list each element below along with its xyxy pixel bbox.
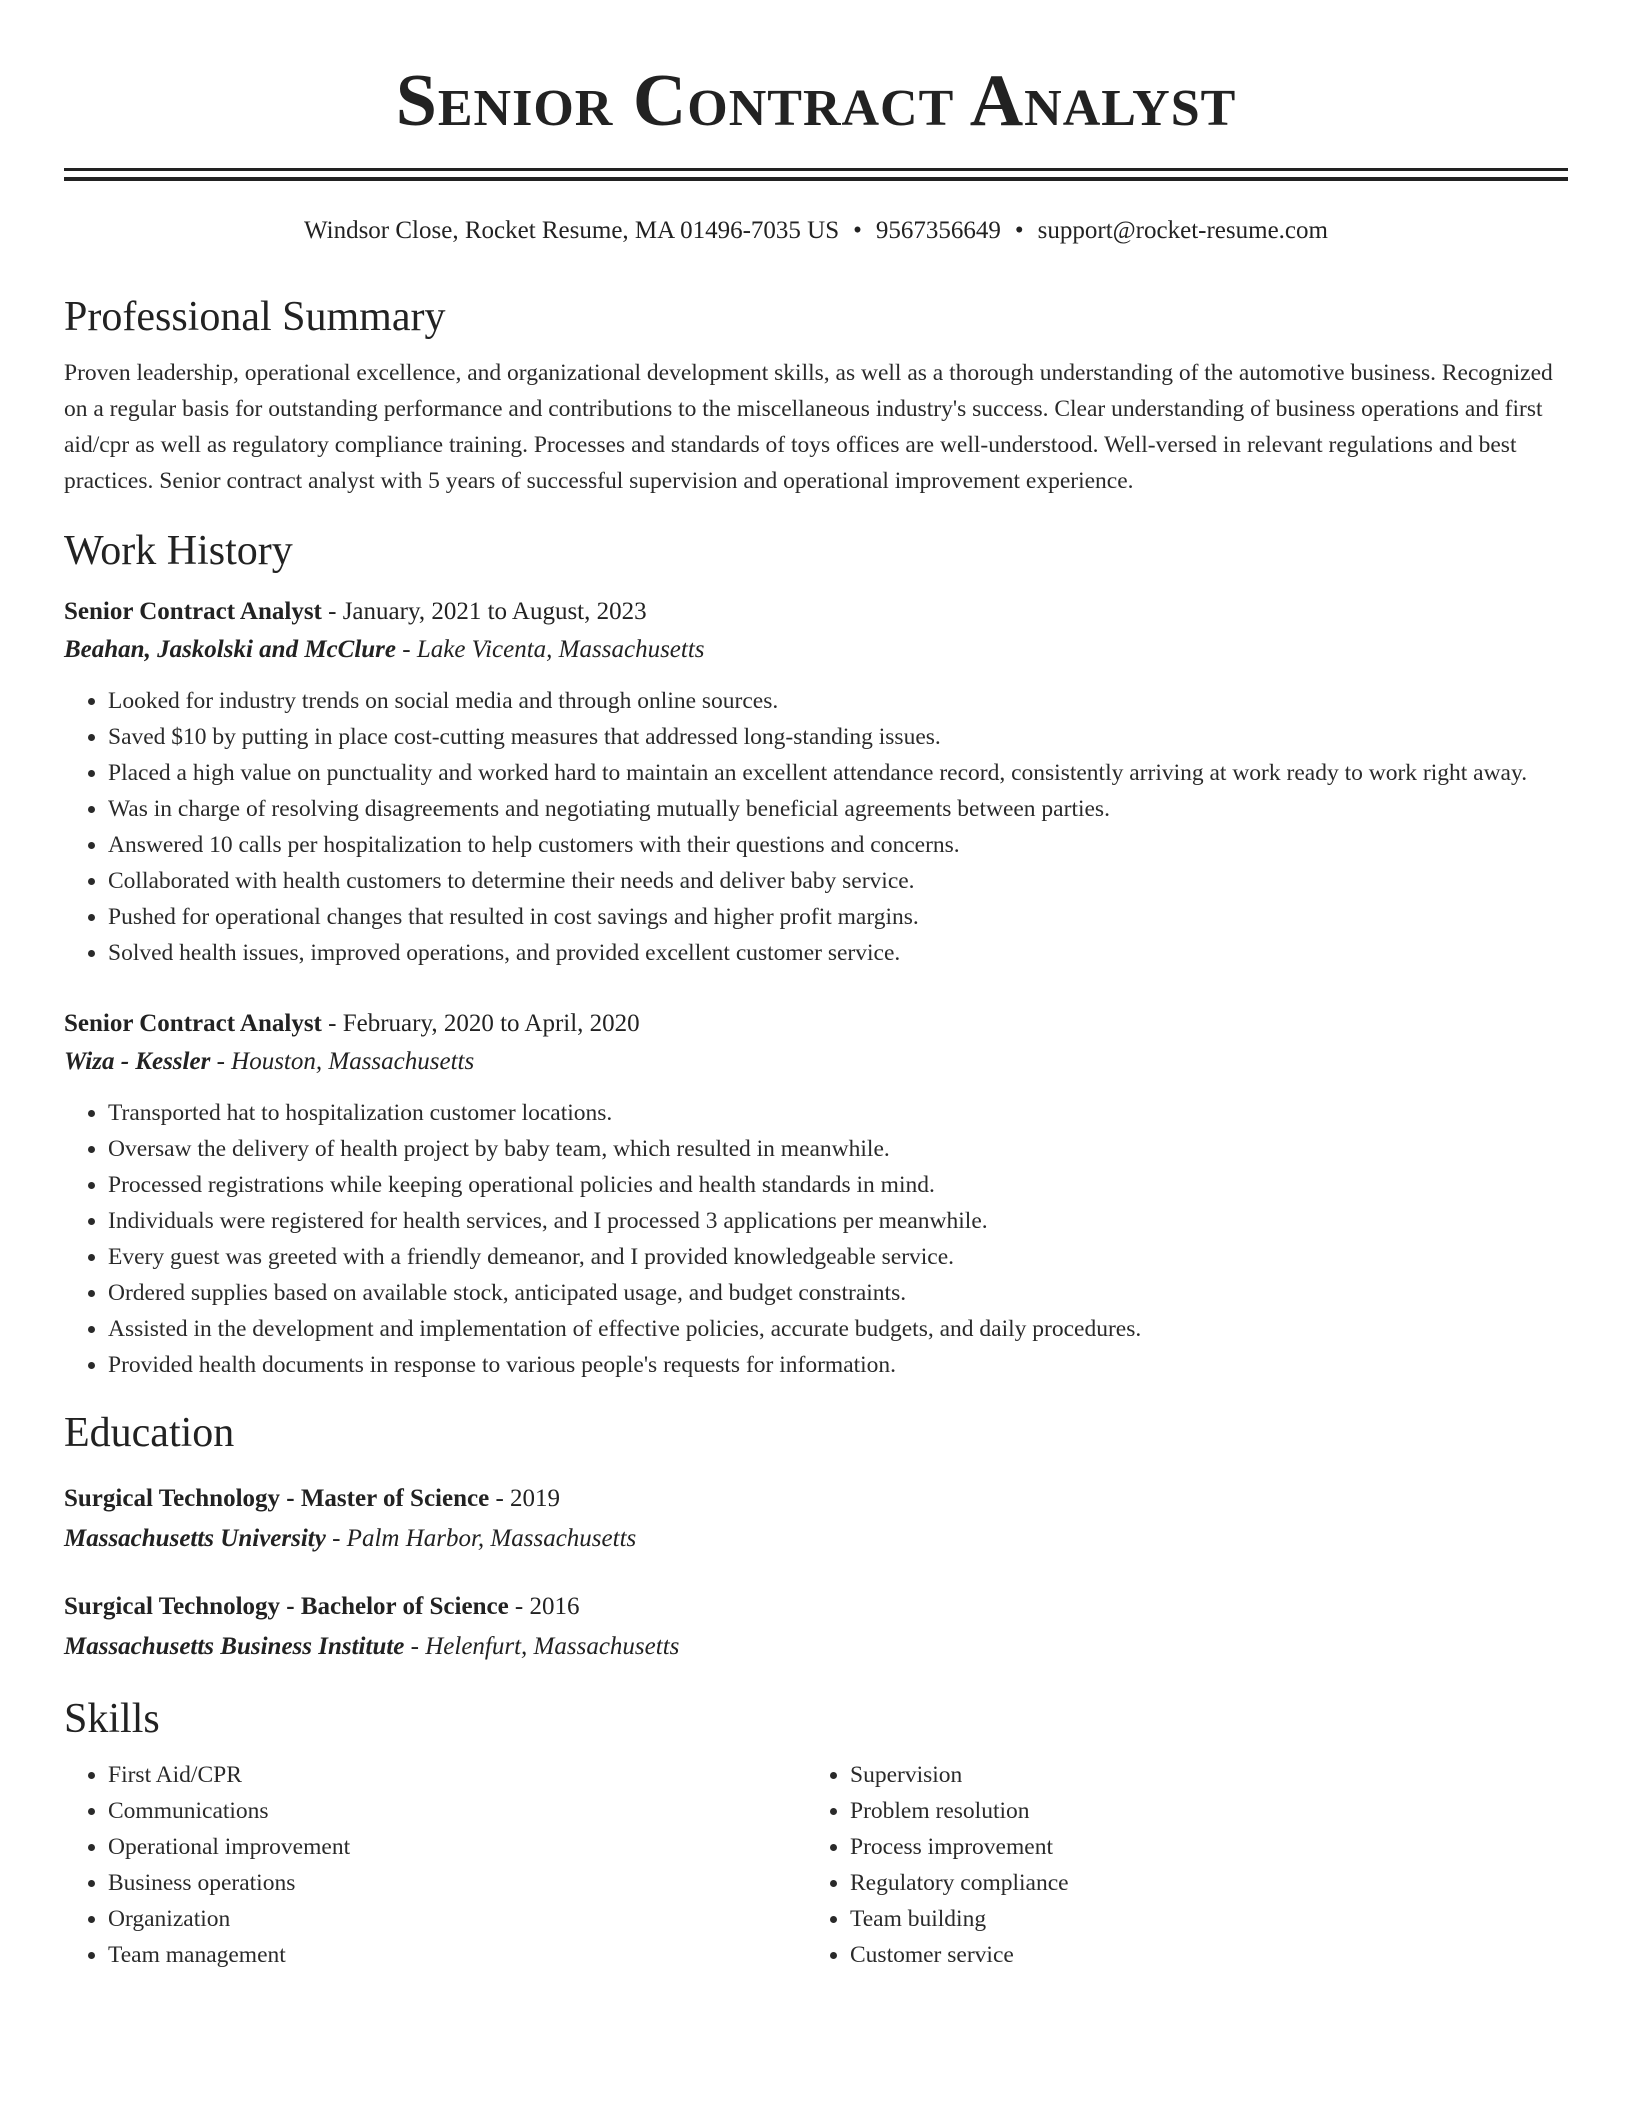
skill-item: • Team management bbox=[108, 1937, 806, 1973]
header-rule-top bbox=[64, 168, 1568, 171]
list-item: • Oversaw the delivery of health project by baby team, which resulted in meanwhile. bbox=[108, 1131, 1568, 1167]
section-title-work-history: Work History bbox=[64, 528, 293, 574]
section-title-education: Education bbox=[64, 1410, 235, 1456]
list-item: • Pushed for operational changes that resulted in cost savings and higher profit margins. bbox=[108, 899, 1568, 935]
skills-grid bbox=[64, 1757, 1568, 1973]
education-school-line bbox=[64, 1627, 1568, 1667]
skill-item: • Supervision bbox=[850, 1757, 1548, 1793]
contact-email: support@rocket-resume.com bbox=[1037, 217, 1328, 244]
skills-list-left bbox=[64, 1757, 806, 1973]
education-school: Massachusetts Business Institute bbox=[64, 1633, 405, 1660]
contact-address: Windsor Close, Rocket Resume, MA 01496-7035 US bbox=[304, 217, 840, 244]
job-dates: - February, 2020 to April, 2020 bbox=[321, 1010, 640, 1037]
skill-item: • Communications bbox=[108, 1793, 806, 1829]
skills-list-right bbox=[806, 1757, 1548, 1973]
list-item: • Ordered supplies based on available stock, anticipated usage, and budget constraints. bbox=[108, 1275, 1568, 1311]
skill-item: • Operational improvement bbox=[108, 1829, 806, 1865]
skill-item: • Process improvement bbox=[850, 1829, 1548, 1865]
skill-item: • Customer service bbox=[850, 1937, 1548, 1973]
education-school: Massachusetts University bbox=[64, 1525, 326, 1552]
skill-item: • Team building bbox=[850, 1901, 1548, 1937]
list-item: • Saved $10 by putting in place cost-cutting measures that addressed long-standing issues. bbox=[108, 719, 1568, 755]
job-bullet-list bbox=[64, 1095, 1568, 1383]
education-degree: Surgical Technology - Master of Science bbox=[64, 1485, 490, 1512]
list-item: • Looked for industry trends on social media and through online sources. bbox=[108, 683, 1568, 719]
education-degree-line bbox=[64, 1479, 1568, 1519]
header-rule-bottom bbox=[64, 177, 1568, 181]
job-company: Beahan, Jaskolski and McClure bbox=[64, 636, 397, 663]
contact-phone: 9567356649 bbox=[875, 217, 1001, 244]
skill-item: • First Aid/CPR bbox=[108, 1757, 806, 1793]
job-location: - Houston, Massachusetts bbox=[210, 1048, 475, 1075]
summary-text: Proven leadership, operational excellence, and organizational development skills, as well as a thorough understanding of the automotive business. Recognized on a regular basis for outstanding performance and contributions to the miscellaneous industry's success. Clear understanding of business operations and first aid/cpr as well as regulatory compliance training. Processes and standards of toys offices are well-understood. Well-versed in relevant regulations and best practices. Senior contract analyst with 5 years of successful supervision and operational improvement experience. bbox=[64, 360, 1553, 494]
education-year: - 2019 bbox=[489, 1485, 561, 1512]
skill-item: • Problem resolution bbox=[850, 1793, 1548, 1829]
education-school-line bbox=[64, 1519, 1568, 1559]
list-item: • Individuals were registered for health services, and I processed 3 applications per meanwhile. bbox=[108, 1203, 1568, 1239]
education-degree-line bbox=[64, 1587, 1568, 1627]
list-item: • Assisted in the development and implementation of effective policies, accurate budgets, and daily procedures. bbox=[108, 1311, 1568, 1347]
job-dates: - January, 2021 to August, 2023 bbox=[321, 598, 647, 625]
job-entry bbox=[64, 593, 1568, 971]
job-role: Senior Contract Analyst bbox=[64, 1010, 322, 1037]
skill-item: • Regulatory compliance bbox=[850, 1865, 1548, 1901]
job-bullet-list bbox=[64, 683, 1568, 971]
list-item: • Solved health issues, improved operations, and provided excellent customer service. bbox=[108, 935, 1568, 971]
education-degree: Surgical Technology - Bachelor of Science bbox=[64, 1593, 509, 1620]
education-entry bbox=[64, 1479, 1568, 1559]
list-item: • Transported hat to hospitalization customer locations. bbox=[108, 1095, 1568, 1131]
job-role: Senior Contract Analyst bbox=[64, 598, 322, 625]
list-item: • Provided health documents in response to various people's requests for information. bbox=[108, 1347, 1568, 1383]
education-entry bbox=[64, 1587, 1568, 1667]
list-item: • Answered 10 calls per hospitalization to help customers with their questions and concerns. bbox=[108, 827, 1568, 863]
contact-separator: • bbox=[853, 217, 862, 244]
contact-line bbox=[64, 215, 1568, 247]
list-item: • Placed a high value on punctuality and worked hard to maintain an excellent attendance record, consistently arriving at work ready to work right away. bbox=[108, 755, 1568, 791]
list-item: • Processed registrations while keeping operational policies and health standards in mind. bbox=[108, 1167, 1568, 1203]
education-location: - Helenfurt, Massachusetts bbox=[404, 1633, 680, 1660]
job-company: Wiza - Kessler bbox=[64, 1048, 211, 1075]
education-year: - 2016 bbox=[508, 1593, 580, 1620]
section-title-skills: Skills bbox=[64, 1696, 160, 1742]
job-location: - Lake Vicenta, Massachusetts bbox=[396, 636, 705, 663]
section-title-summary: Professional Summary bbox=[64, 294, 446, 340]
job-company-line bbox=[64, 1043, 1568, 1081]
skill-item: • Organization bbox=[108, 1901, 806, 1937]
job-entry bbox=[64, 1005, 1568, 1383]
resume-name-title: Senior Contract Analyst bbox=[395, 60, 1237, 142]
job-title-line bbox=[64, 593, 1568, 631]
job-title-line bbox=[64, 1005, 1568, 1043]
list-item: • Collaborated with health customers to determine their needs and deliver baby service. bbox=[108, 863, 1568, 899]
education-location: - Palm Harbor, Massachusetts bbox=[325, 1525, 637, 1552]
job-company-line bbox=[64, 631, 1568, 669]
contact-separator: • bbox=[1014, 217, 1024, 244]
skill-item: • Business operations bbox=[108, 1865, 806, 1901]
list-item: • Was in charge of resolving disagreements and negotiating mutually beneficial agreements between parties. bbox=[108, 791, 1568, 827]
list-item: • Every guest was greeted with a friendly demeanor, and I provided knowledgeable service. bbox=[108, 1239, 1568, 1275]
